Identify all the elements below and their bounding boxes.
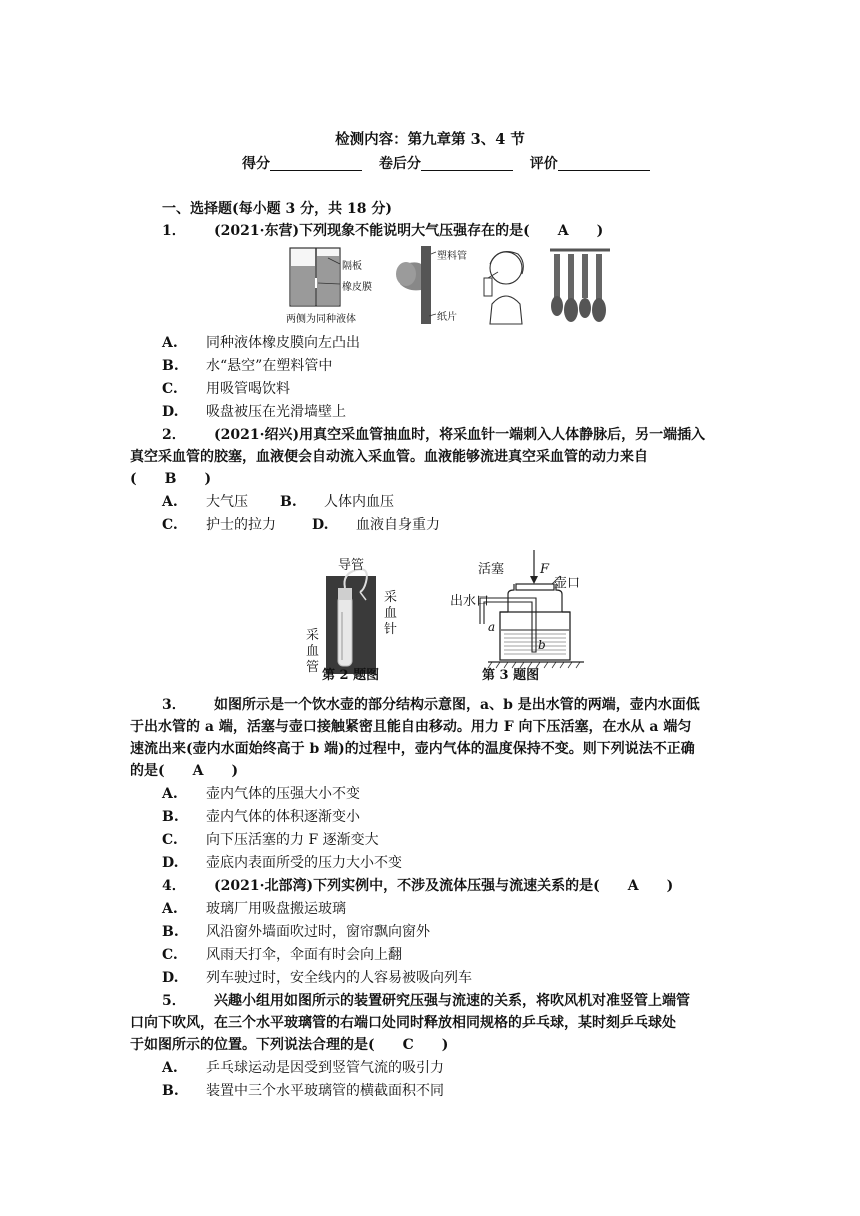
q3-option-c: C. 向下压活塞的力 F 逐渐变大 (162, 832, 379, 848)
q3-line1: 如图所示是一个饮水壶的部分结构示意图，a、b 是出水管的两端，壶内水面低 (214, 697, 700, 713)
score-blank (270, 156, 362, 171)
q3-figure (448, 548, 588, 674)
q3-label-spout: 壶口 (554, 576, 581, 591)
q5-option-a: A. 乒乓球运动是因受到竖管气流的吸引力 (162, 1060, 444, 1076)
q2-figure (302, 552, 402, 682)
q1-option-c: C. 用吸管喝饮料 (162, 381, 290, 397)
score-row (242, 153, 662, 173)
q3-option-d: D. 壶底内表面所受的压力大小不变 (162, 855, 402, 871)
q2-label-needle-3: 针 (384, 622, 398, 637)
evaluation-label: 评价 (529, 156, 558, 172)
q1-label-membrane: 橡皮膜 (342, 282, 372, 293)
q3-line2: 于出水管的 a 端，活塞与壶口接触紧密且能自由移动。用力 F 向下压活塞，在水从 a 端匀 (130, 719, 692, 735)
q3-label-piston: 活塞 (478, 562, 505, 577)
q4-number: 4． (162, 878, 186, 894)
q3-number: 3． (162, 697, 186, 713)
q2-label-needle-2: 血 (384, 606, 398, 621)
q2-figure-caption: 第 2 题图 (322, 668, 380, 683)
paper-score-blank (421, 156, 513, 171)
q5-line1: 兴趣小组用如图所示的装置研究压强与流速的关系，将吹风机对准竖管上端管 (214, 993, 690, 1009)
q2-label-tube-3: 管 (306, 660, 320, 675)
q4-option-b: B. 风沿窗外墙面吹过时，窗帘飘向窗外 (162, 924, 430, 940)
q2-option-d: D. 血液自身重力 (312, 517, 440, 533)
q1-number: 1． (162, 223, 186, 239)
q1-figure (284, 244, 624, 326)
q3-label-force: F (540, 562, 550, 577)
q3-line3: 速流出来(壶内水面始终高于 b 端)的过程中，壶内气体的温度保持不变。则下列说法不正确 (130, 741, 695, 757)
q2-label-tube-2: 血 (306, 644, 320, 659)
evaluation-blank (558, 156, 650, 171)
q4-option-d: D. 列车驶过时，安全线内的人容易被吸向列车 (162, 970, 472, 986)
q2-option-b: B. 人体内血压 (280, 494, 394, 510)
q3-option-b: B. 壶内气体的体积逐渐变小 (162, 809, 360, 825)
page-title: 检测内容：第九章第 3、4 节 (335, 131, 525, 148)
q2-line1: (2021·绍兴)用真空采血管抽血时，将采血针一端刺入人体静脉后，另一端插入 (214, 427, 706, 443)
q3-line4: 的是( A ) (130, 763, 239, 779)
q1-label-paper: 纸片 (437, 312, 457, 323)
q4-option-a: A. 玻璃厂用吸盘搬运玻璃 (162, 901, 346, 917)
q1-stem: (2021·东营)下列现象不能说明大气压强存在的是( A ) (214, 223, 604, 239)
q3-figure-svg (448, 548, 588, 674)
q2-option-c: C. 护士的拉力 (162, 517, 276, 533)
q2-label-needle-1: 采 (384, 590, 398, 605)
q1-label-plastic-tube: 塑料管 (437, 251, 467, 262)
q1-label-partition: 隔板 (342, 261, 362, 272)
paper-score-label: 卷后分 (378, 156, 421, 172)
q5-number: 5． (162, 993, 186, 1009)
q3-label-b: b (538, 638, 546, 652)
q2-label-tube-1: 采 (306, 628, 320, 643)
q1-option-b: B. 水“悬空”在塑料管中 (162, 358, 333, 374)
q2-answer: ( B ) (130, 471, 212, 487)
q1-label-same-liquid: 两侧为同种液体 (286, 314, 356, 325)
q5-option-b: B. 装置中三个水平玻璃管的横截面积不同 (162, 1083, 444, 1099)
q3-option-a: A. 壶内气体的压强大小不变 (162, 786, 360, 802)
q2-option-a: A. 大气压 (162, 494, 248, 510)
q3-figure-caption: 第 3 题图 (482, 668, 540, 683)
q4-stem: (2021·北部湾)下列实例中，不涉及流体压强与流速关系的是( A ) (214, 878, 674, 894)
q3-label-outlet: 出水口 (450, 594, 490, 609)
section-heading: 一、选择题(每小题 3 分，共 18 分) (162, 201, 392, 217)
q1-option-d: D. 吸盘被压在光滑墙壁上 (162, 404, 346, 420)
score-label: 得分 (242, 156, 270, 172)
q3-label-a: a (488, 620, 496, 634)
q5-line2: 口向下吹风，在三个水平玻璃管的右端口处同时释放相同规格的乒乓球，某时刻乒乓球处 (130, 1015, 676, 1031)
q2-line2: 真空采血管的胶塞，血液便会自动流入采血管。血液能够流进真空采血管的动力来自 (130, 449, 648, 465)
q5-line3: 于如图所示的位置。下列说法合理的是( C ) (130, 1037, 449, 1053)
q2-number: 2． (162, 427, 186, 443)
q2-label-conduit: 导管 (338, 558, 365, 573)
q4-option-c: C. 风雨天打伞，伞面有时会向上翻 (162, 947, 402, 963)
q1-option-a: A. 同种液体橡皮膜向左凸出 (162, 335, 360, 351)
